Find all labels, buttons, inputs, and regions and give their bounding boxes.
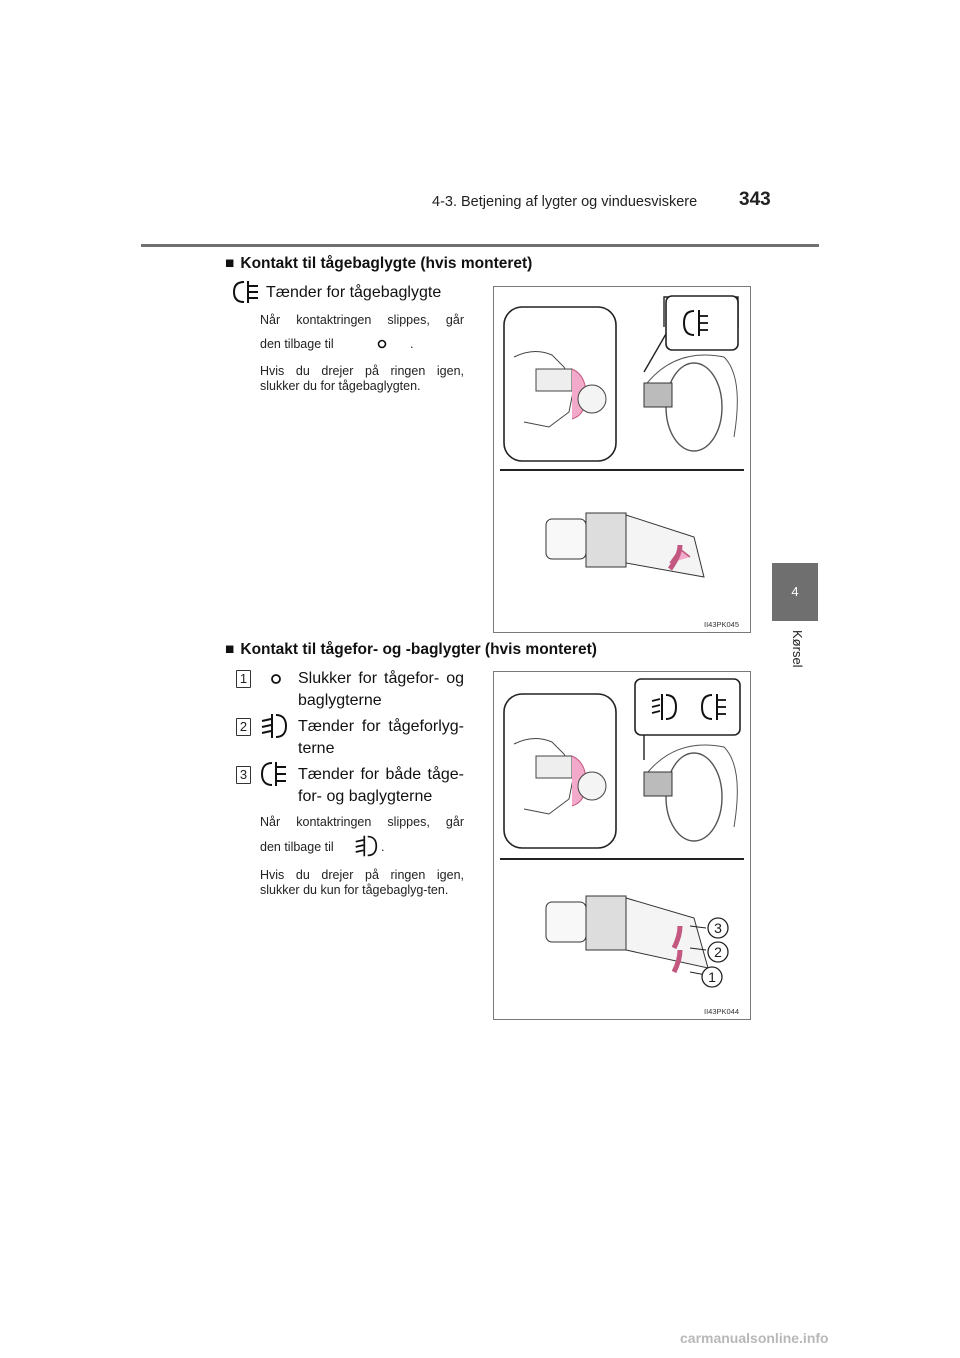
- square-bullet-icon: ■: [225, 641, 235, 658]
- note-text: Hvis du drejer på ringen igen, slukker du for tågebaglygten.: [260, 364, 464, 393]
- item-text: Tænder for tågebaglygte: [266, 284, 442, 301]
- note-text: den tilbage til .: [260, 840, 334, 855]
- note-text: Når kontaktringen slippes, går: [260, 313, 464, 327]
- rear-fog-light-icon: [232, 279, 260, 305]
- illustration-figure: [493, 286, 751, 633]
- item-text: Slukker for tågefor- og: [298, 670, 464, 687]
- callout-number: 1: [708, 969, 716, 985]
- running-header: 4-3. Betjening af lygter og vinduesviskere: [432, 194, 698, 210]
- note-text: den tilbage til .: [260, 337, 414, 351]
- item-text: for- og baglygterne: [298, 788, 433, 805]
- section-heading: ■ Kontakt til tågefor- og -baglygter (hvis monteret): [225, 641, 597, 658]
- front-fog-light-icon: [354, 834, 378, 858]
- footer-watermark: carmanualsonline.info: [680, 1330, 829, 1346]
- square-bullet-icon: ■: [225, 255, 235, 272]
- note-text: Hvis du drejer på ringen igen, slukker du kun for tågebaglyg-ten.: [260, 868, 464, 897]
- note-text: Når kontaktringen slippes, går: [260, 815, 464, 829]
- rear-fog-light-icon: [260, 760, 288, 788]
- item-text: Tænder for både tåge-: [298, 766, 464, 783]
- off-position-icon: [270, 673, 282, 685]
- item-text: terne: [298, 740, 335, 757]
- item-text: Tænder for tågeforlyg-: [298, 718, 464, 735]
- fog-switch-illustration: [494, 287, 750, 632]
- item-number: 2: [236, 718, 251, 736]
- off-position-icon: [377, 339, 387, 349]
- chapter-label: Kørsel: [790, 630, 805, 668]
- illustration-figure: [493, 671, 751, 1020]
- item-number: 1: [236, 670, 251, 688]
- front-fog-light-icon: [260, 712, 288, 740]
- callout-number: 2: [714, 944, 722, 960]
- page-number: 343: [739, 189, 771, 210]
- callout-number: 3: [714, 920, 722, 936]
- header-rule: [141, 244, 819, 247]
- item-text: baglygterne: [298, 692, 382, 709]
- figure-code: II43PK045: [704, 620, 740, 629]
- fog-switch-illustration: [494, 672, 750, 1019]
- figure-code: II43PK044: [704, 1007, 740, 1016]
- section-heading: ■ Kontakt til tågebaglygte (hvis monteret): [225, 255, 533, 272]
- item-number: 3: [236, 766, 251, 784]
- chapter-tab: 4: [772, 563, 818, 621]
